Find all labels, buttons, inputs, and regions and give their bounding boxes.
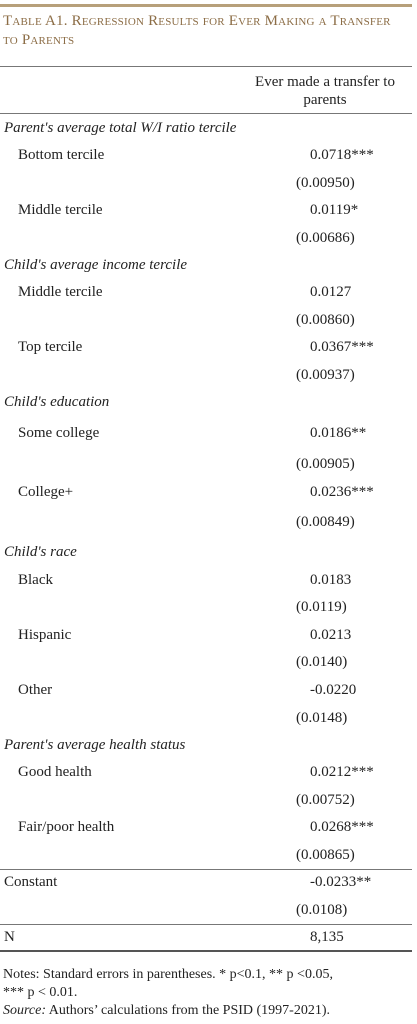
standard-error: (0.00849)	[296, 514, 355, 530]
coefficient: 0.0718***	[310, 147, 374, 163]
constant-coefficient: -0.0233**	[310, 874, 372, 890]
section-title: Child's education	[4, 394, 110, 410]
notes-line-1: Notes: Standard errors in parentheses. * p<0.1, ** p <0.05,	[3, 967, 333, 982]
row-label: Middle tercile	[18, 202, 103, 218]
row-label: Middle tercile	[18, 284, 103, 300]
n-rule	[0, 924, 412, 925]
table-notes	[3, 966, 413, 1020]
standard-error: (0.00865)	[296, 847, 355, 863]
header-rule	[0, 66, 412, 67]
table-title: Table A1. Regression Results for Ever Making a Transfer to Parents	[3, 13, 391, 48]
row-label: Good health	[18, 764, 92, 780]
standard-error: (0.00686)	[296, 230, 355, 246]
source-label: Source:	[3, 1003, 47, 1018]
constant-standard-error: (0.0108)	[296, 902, 348, 918]
row-label: Some college	[18, 425, 100, 441]
section-title: Parent's average total W/I ratio tercile	[4, 120, 237, 136]
coefficient: 0.0212***	[310, 764, 374, 780]
n-value: 8,135	[310, 929, 344, 945]
coefficient: 0.0268***	[310, 819, 374, 835]
coefficient: 0.0127	[310, 284, 352, 300]
coefficient: 0.0367***	[310, 339, 374, 355]
standard-error: (0.00752)	[296, 792, 355, 808]
coefficient: 0.0213	[310, 627, 352, 643]
constant-label: Constant	[4, 874, 58, 890]
row-label: Fair/poor health	[18, 819, 115, 835]
section-title: Parent's average health status	[4, 737, 186, 753]
row-label: Black	[18, 572, 53, 588]
notes-line-2: *** p < 0.01.	[3, 985, 78, 1000]
coefficient: -0.0220	[310, 682, 357, 698]
n-label: N	[4, 929, 15, 945]
standard-error: (0.00937)	[296, 367, 355, 383]
standard-error: (0.0140)	[296, 654, 348, 670]
section-title: Child's average income tercile	[4, 257, 188, 273]
row-label: Bottom tercile	[18, 147, 105, 163]
section-title: Child's race	[4, 544, 77, 560]
standard-error: (0.0148)	[296, 710, 348, 726]
row-label: Hispanic	[18, 627, 72, 643]
coefficient: 0.0119*	[310, 202, 359, 218]
standard-error: (0.00950)	[296, 175, 355, 191]
coefficient: 0.0186**	[310, 425, 367, 441]
source-text: Authors’ calculations from the PSID (1997-2021).	[46, 1003, 331, 1018]
row-label: Other	[18, 682, 53, 698]
row-label: Top tercile	[18, 339, 83, 355]
row-label: College+	[18, 484, 74, 500]
header-bottom-rule	[0, 113, 412, 114]
standard-error: (0.00860)	[296, 312, 355, 328]
standard-error: (0.00905)	[296, 456, 355, 472]
standard-error: (0.0119)	[296, 599, 347, 615]
column-header: Ever made a transfer to parents	[255, 74, 395, 108]
bottom-rule	[0, 950, 412, 952]
coefficient: 0.0183	[310, 572, 352, 588]
top-rule	[0, 4, 412, 7]
constant-rule	[0, 869, 412, 870]
source-line	[3, 1002, 413, 1020]
coefficient: 0.0236***	[310, 484, 374, 500]
